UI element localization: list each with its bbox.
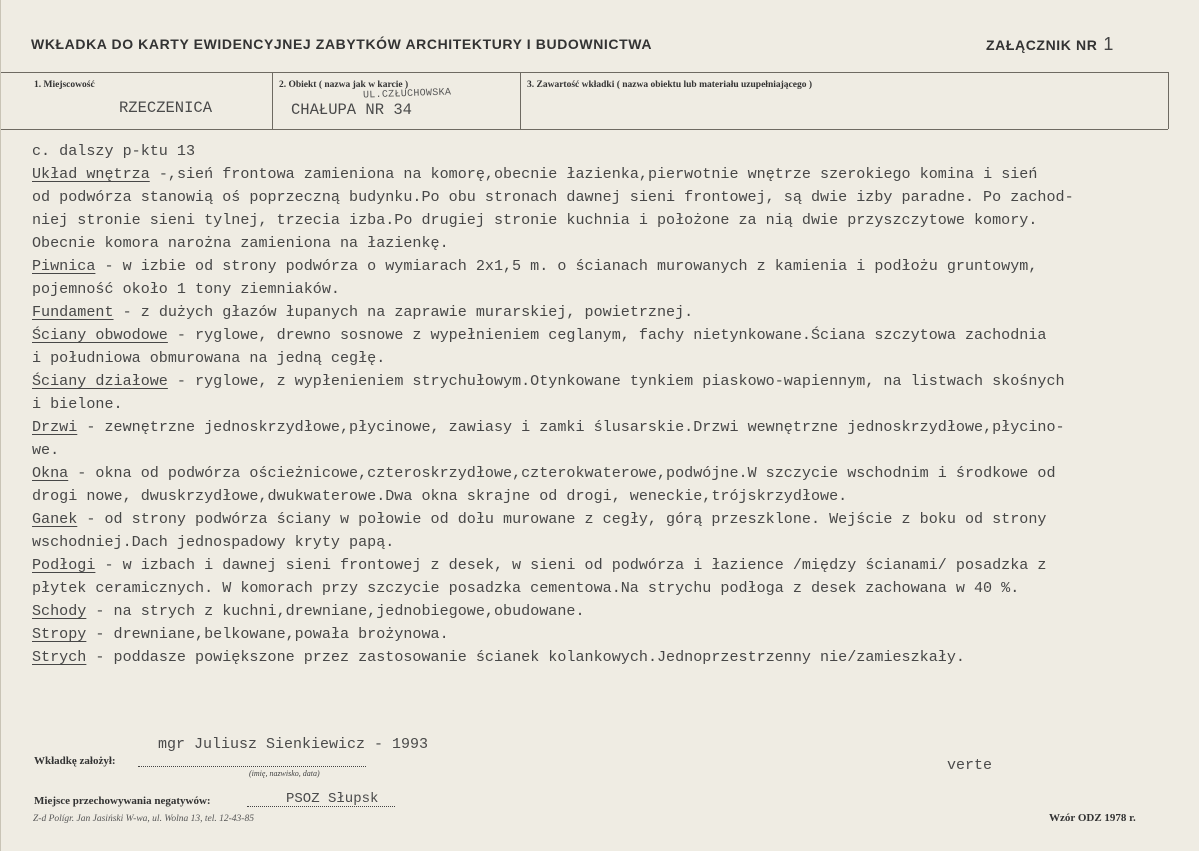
content-label: 3. Zawartość wkładki ( nazwa obiektu lub materiału uzupełniającego ) — [527, 80, 813, 90]
field-divider-2 — [520, 72, 521, 129]
body-text: - zewnętrzne jednoskrzydłowe,płycinowe, zawiasy i zamki ślusarskie.Drzwi wewnętrzne jednoskrzydłowe,płycino- — [77, 418, 1065, 436]
body-text: płytek ceramicznych. W komorach przy szczycie posadzka cementowa.Na strychu podłoga z desek zachowana w 40 %. — [32, 579, 1020, 597]
author-dotted-line — [138, 766, 366, 767]
section-heading: Stropy — [32, 625, 87, 643]
body-line — [32, 278, 1192, 301]
body-text: wschodniej.Dach jednospadowy kryty papą. — [32, 533, 395, 551]
body-text: - drewniane,belkowane,powała brożynowa. — [86, 625, 449, 643]
field-divider-1 — [272, 72, 273, 129]
body-text: niej stronie sieni tylnej, trzecia izba.Po drugiej stronie kuchnia i położone za nią dwie przyszczytowe komory. — [32, 211, 1038, 229]
section-heading: Fundament — [32, 303, 114, 321]
body-line — [32, 209, 1192, 232]
locality-value: RZECZENICA — [119, 99, 213, 117]
section-heading: Schody — [32, 602, 87, 620]
typed-description — [32, 140, 1192, 669]
body-text: Obecnie komora narożna zamieniona na łazienkę. — [32, 234, 449, 252]
body-text: drogi nowe, dwuskrzydłowe,dwukwaterowe.Dwa okna skrajne od drogi, weneckie,trójskrzydłowe. — [32, 487, 848, 505]
form-version: Wzór ODZ 1978 r. — [1049, 812, 1136, 824]
body-text: - w izbach i dawnej sieni frontowej z desek, w sieni od podwórza i łazience /między ścianami/ posadzka z — [95, 556, 1047, 574]
body-line — [32, 301, 1192, 324]
verte-label: verte — [947, 757, 993, 774]
author-value: mgr Juliusz Sienkiewicz - 1993 — [158, 736, 429, 753]
body-text: - z dużych głazów łupanych na zaprawie murarskiej, powietrznej. — [113, 303, 694, 321]
body-text: - poddasze powiększone przez zastosowanie ścianek kolankowych.Jednoprzestrzenny nie/zamieszkały. — [86, 648, 965, 666]
body-line — [32, 347, 1192, 370]
negatives-label: Miejsce przechowywania negatywów: — [34, 795, 211, 807]
object-value: CHAŁUPA NR 34 — [291, 101, 412, 119]
section-heading: Układ wnętrza — [32, 165, 150, 183]
body-text: - ryglowe, drewno sosnowe z wypełnieniem ceglanym, fachy nietynkowane.Ściana szczytowa zachodnia — [167, 326, 1047, 344]
body-line — [32, 600, 1192, 623]
body-text: -,sień frontowa zamieniona na komorę,obecnie łazienka,pierwotnie wnętrze szerokiego komina i sień — [149, 165, 1038, 183]
header-rule-bottom — [1, 129, 1168, 130]
body-text: - okna od podwórza ościeżnicowe,czteroskrzydłowe,czterokwaterowe,podwójne.W szczycie wschodnim i środkowe od — [68, 464, 1056, 482]
annex-label-text: ZAŁĄCZNIK NR — [986, 37, 1098, 53]
body-line — [32, 554, 1192, 577]
section-heading: Ganek — [32, 510, 78, 528]
author-hint: (imię, nazwisko, data) — [249, 769, 320, 778]
body-line — [32, 324, 1192, 347]
body-line — [32, 462, 1192, 485]
body-text: - w izbie od strony podwórza o wymiarach 2x1,5 m. o ścianach murowanych z kamienia i podłożu gruntowym, — [95, 257, 1038, 275]
section-heading: Podłogi — [32, 556, 96, 574]
body-line — [32, 416, 1192, 439]
section-heading: Ściany obwodowe — [32, 326, 168, 344]
field-divider-right — [1168, 72, 1169, 129]
locality-label: 1. Miejscowość — [34, 80, 95, 90]
body-line — [32, 485, 1192, 508]
author-label: Wkładkę założył: — [34, 755, 116, 767]
section-heading: Ściany działowe — [32, 372, 168, 390]
body-line — [32, 370, 1192, 393]
body-line — [32, 186, 1192, 209]
body-line — [32, 531, 1192, 554]
body-line — [32, 623, 1192, 646]
body-text: - od strony podwórza ściany w połowie od dołu murowane z cegły, górą przeszklone. Wejście z boku od strony — [77, 510, 1047, 528]
body-line — [32, 393, 1192, 416]
body-text: pojemność około 1 tony ziemniaków. — [32, 280, 340, 298]
body-text: - na strych z kuchni,drewniane,jednobiegowe,obudowane. — [86, 602, 585, 620]
body-line — [32, 646, 1192, 669]
body-line — [32, 140, 1192, 163]
body-line — [32, 439, 1192, 462]
body-line — [32, 163, 1192, 186]
body-line — [32, 577, 1192, 600]
section-heading: Okna — [32, 464, 69, 482]
negatives-value: PSOZ Słupsk — [286, 791, 379, 807]
annex-label — [986, 34, 1114, 55]
body-text: i bielone. — [32, 395, 123, 413]
body-line — [32, 508, 1192, 531]
body-line — [32, 232, 1192, 255]
section-heading: Strych — [32, 648, 87, 666]
annex-number: 1 — [1103, 34, 1115, 54]
section-heading: Drzwi — [32, 418, 78, 436]
body-line — [32, 255, 1192, 278]
body-text: we. — [32, 441, 60, 459]
printer-imprint: Z-d Polígr. Jan Jasiński W-wa, ul. Wolna 13, tel. 12-43-85 — [33, 814, 254, 824]
object-street: UL.CZŁUCHOWSKA — [362, 87, 452, 102]
header-rule-top — [1, 72, 1168, 73]
body-text: od podwórza stanowią oś poprzeczną budynku.Po obu stronach dawnej sieni frontowej, są dwie izby paradne. Po zachod- — [32, 188, 1074, 206]
section-heading: Piwnica — [32, 257, 96, 275]
body-text: i południowa obmurowana na jedną cegłę. — [32, 349, 386, 367]
card-title: WKŁADKA DO KARTY EWIDENCYJNEJ ZABYTKÓW ARCHITEKTURY I BUDOWNICTWA — [31, 36, 653, 52]
object-label: 2. Obiekt ( nazwa jak w karcie ) — [279, 80, 409, 90]
body-text: c. dalszy p-ktu 13 — [32, 142, 196, 160]
body-text: - ryglowe, z wypłenieniem strychułowym.Otynkowane tynkiem piaskowo-wapiennym, na listwach skośnych — [167, 372, 1065, 390]
